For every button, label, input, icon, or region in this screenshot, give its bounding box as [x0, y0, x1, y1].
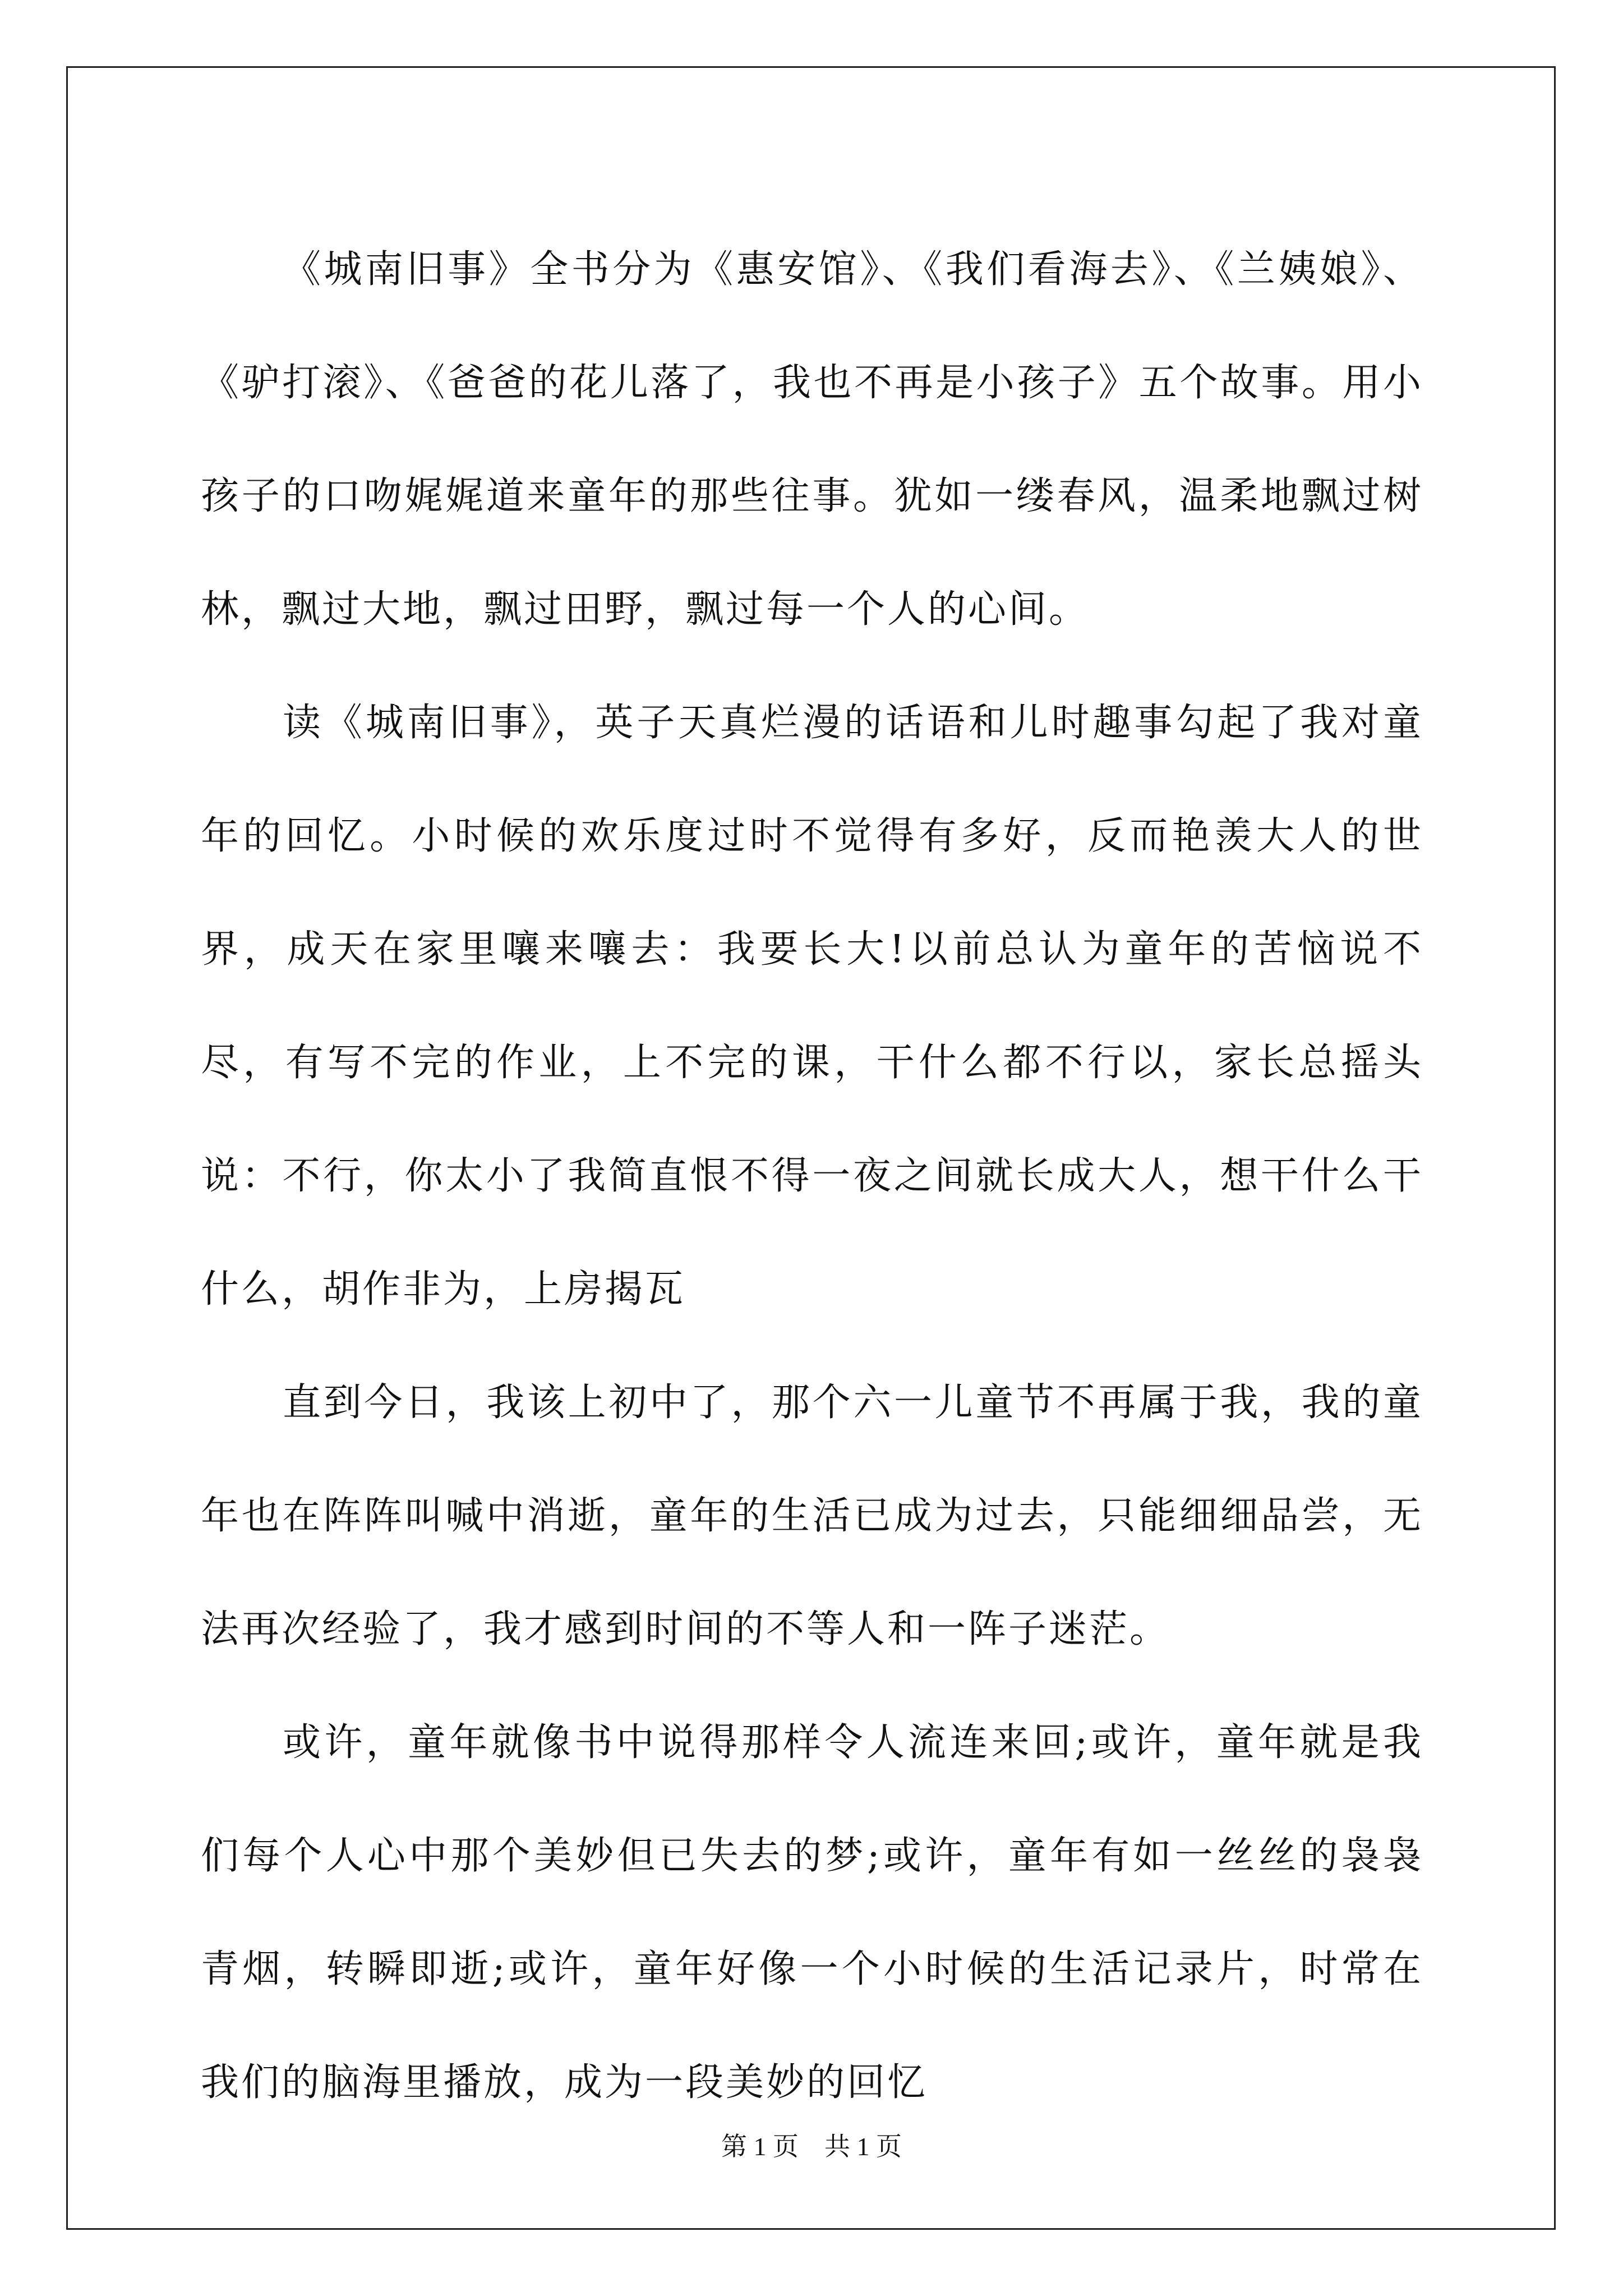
- paragraph-1: 《城南旧事》全书分为《惠安馆》、《我们看海去》、《兰姨娘》、《驴打滚》、《爸爸的花儿落了，我也不再是小孩子》五个故事。用小孩子的口吻娓娓道来童年的那些往事。犹如一缕春风，温柔地飘过树林，飘过大地，飘过田野，飘过每一个人的心间。: [201, 247, 1423, 632]
- paragraph-4: 或许，童年就像书中说得那样令人流连来回;或许，童年就是我们每个人心中那个美妙但已失去的梦;或许，童年有如一丝丝的袅袅青烟，转瞬即逝;或许，童年好像一个小时候的生活记录片，时常在我们的脑海里播放，成为一段美妙的回忆: [201, 1720, 1423, 2105]
- document-body: [201, 213, 1423, 2139]
- paragraph-3: 直到今日，我该上初中了，那个六一儿童节不再属于我，我的童年也在阵阵叫喊中消逝，童年的生活已成为过去，只能细细品尝，无法再次经验了，我才感到时间的不等人和一阵子迷茫。: [201, 1381, 1423, 1651]
- paragraph-2: 读《城南旧事》，英子天真烂漫的话语和儿时趣事勾起了我对童年的回忆。小时候的欢乐度过时不觉得有多好，反而艳羡大人的世界，成天在家里嚷来嚷去：我要长大!以前总认为童年的苦恼说不尽，有写不完的作业，上不完的课，干什么都不行以，家长总摇头说：不行，你太小了我简直恨不得一夜之间就长成大人，想干什么干什么，胡作非为，上房揭瓦: [201, 701, 1423, 1312]
- page-number-footer: 第 1 页 共 1 页: [721, 2132, 902, 2161]
